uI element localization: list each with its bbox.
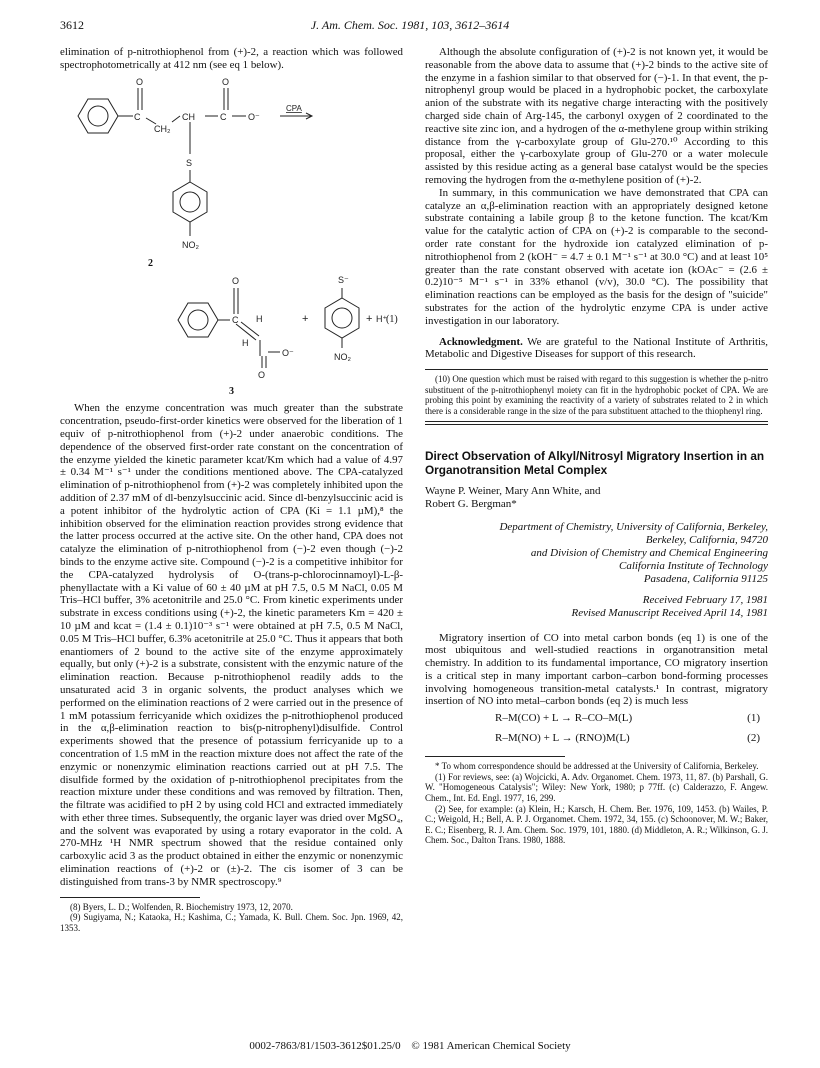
footnote-9: (9) Sugiyama, N.; Kataoka, H.; Kashima, C.; Yamada, K. Bull. Chem. Soc. Jpn. 1969, 42, 1353. (60, 912, 403, 933)
affiliation-line: California Institute of Technology (618, 559, 768, 572)
journal-citation: J. Am. Chem. Soc. 1981, 103, 3612–3614 (310, 18, 510, 32)
equation-1-structures (60, 270, 403, 388)
affiliation-line: Pasadena, California 91125 (643, 572, 768, 585)
carbonyl-oxygen: O (232, 275, 240, 286)
thiolate-sulfur: S⁻ (338, 274, 349, 285)
acknowledgment-label: Acknowledgment. (439, 335, 523, 348)
article-title: Direct Observation of Alkyl/Nitrosyl Migratory Insertion in an Organotransition Metal Complex (425, 448, 765, 477)
footnote-2: (2) See, for example: (a) Klein, H.; Karsch, H. Chem. Ber. 1976, 109, 1453. (b) Wailes, P. C.; Weigold, H.; Bell, A. P. J. Organomet. Chem. 1972, 34, 155. (c) Schoonover, M. W.; Baker, E. C.; Eisenberg, R. J. Am. Chem. Soc. 1979, 101, 1880. (d) Middleton, A. R.; Wilkinson, G. J. Chem. Soc., Dalton Trans. 1980, 1888. (425, 803, 768, 846)
nitro-group: NO₂ (182, 239, 199, 250)
authors-line-2: Robert G. Bergman* (425, 497, 517, 510)
footnote-10: (10) One question which must be raised with regard to this suggestion is whether the p-nitro substituent of the p-nitrothiophenyl moiety can fit in the hydrophobic pocket of CPA. We are probing this point by examining the reactivity of a variety of substrates related to 2 in which there is a considerable range in the size of the para substituent attached to the thiophenyl ring. (425, 374, 768, 416)
authors-line-1: Wayne P. Weiner, Mary Ann White, and (425, 484, 601, 497)
nitro-group-2: NO₂ (334, 351, 351, 362)
acknowledgment-text: We are grateful to the National Institute of Arthritis, Metabolic and Digestive Diseases for support of this research. (425, 335, 768, 361)
compound-number-2: 2 (148, 257, 153, 269)
footnote-rule-article (425, 756, 565, 757)
ch-group: CH (182, 111, 195, 122)
carboxylate-oxygen-2: O⁻ (282, 347, 294, 358)
page-number: 3612 (60, 18, 84, 32)
acid-oxygen: O (258, 369, 266, 380)
compound-2-structure (60, 74, 403, 270)
footnote-rule (60, 897, 200, 898)
left-column (60, 46, 403, 933)
equation-number-1: (1) (386, 313, 398, 325)
equation-1-number: (1) (747, 712, 760, 725)
oxygen-2: O (222, 76, 230, 87)
affiliation-line: Department of Chemistry, University of California, Berkeley, (499, 520, 768, 533)
sulfur-atom: S (186, 157, 193, 168)
equation-1-text: R–M(CO) + L → R–CO–M(L) (495, 712, 633, 725)
ch2-group: CH₂ (154, 123, 171, 134)
page-header (60, 18, 760, 34)
received-date: Received February 17, 1981 (642, 593, 768, 606)
equation-2-text: R–M(NO) + L → (RNO)M(L) (495, 732, 630, 745)
copyright-notice: © 1981 American Chemical Society (411, 1040, 571, 1052)
article-body: Migratory insertion of CO into metal carbon bonds (eq 1) is one of the most ubiquitous and well-studied reactions in organotransition metal chemistry. In addition to its fundamental importance, CO migratory insertion is a critical step in many important carbon–carbon bond-forming processes involving homogeneous transition-metal catalysts.¹ In contrast, migratory insertion of NO into metal–carbon bonds (eq 2) is much less (425, 631, 768, 708)
scheme-compound-2 (60, 74, 403, 270)
received-dates (425, 594, 768, 620)
compound-number-3: 3 (229, 385, 234, 397)
acknowledgment (425, 336, 768, 362)
arrow-label-cpa: CPA (286, 103, 302, 113)
affiliation-line: Berkeley, California, 94720 (645, 533, 768, 546)
footnote-rule-right (425, 369, 768, 370)
scheme-equation-1 (60, 270, 403, 388)
equation-2 (425, 728, 768, 748)
revised-date: Revised Manuscript Received April 14, 1981 (571, 606, 768, 619)
configuration-paragraph: Although the absolute configuration of (+)-2 is not known yet, it would be reasonable from the above data to assume that (+)-2 binds to the active site of the enzyme in a fashion similar to that observed for (−)-1. In that event, the p-nitrophenyl group would be placed in a hydrophobic pocket, the carboxylate anion of the substrate with its negative charge interacting with the positively charged side chain of Arg-145, the carbonyl oxygen of 2 coordinated to the reactive site zinc ion, and a hydrogen of the α-methylene group within striking distance from the γ-carboxylate group of Glu-270.¹⁰ According to this proposal, either the γ-carboxylate group of Glu-270 or a water molecule assisted by this residue acting as a general base catalyst would be the species removing the hydrogen from the α-methylene position of (+)-2. (425, 46, 768, 186)
equation-2-number: (2) (747, 732, 760, 745)
page-footer (0, 1040, 820, 1052)
vinyl-hydrogen-1: H (256, 313, 263, 324)
affiliation-line: and Division of Chemistry and Chemical Engineering (530, 546, 768, 559)
right-column (425, 46, 768, 846)
intro-paragraph: elimination of p-nitrothiophenol from (+)-2, a reaction which was followed spectrophotometrically at 412 nm (see eq 1 below). (60, 46, 403, 71)
footnote-correspondence: * To whom correspondence should be addressed at the University of California, Berkeley. (435, 761, 759, 772)
summary-paragraph: In summary, in this communication we have demonstrated that CPA can catalyze an α,β-elimination reaction with an appropriately designed ketone substrate containing a labile group β to the ketone function. The kcat/Km value for the catalytic action of CPA on (+)-2 is comparable to the second-order rate constant for the hydroxide ion catalyzed elimination of p-nitrothiophenol from 2 (kOH⁻ = 4.7 ± 0.1 M⁻¹ s⁻¹ at 30.0 °C) and at least 10⁵ greater than the rate constant observed with acetate ion (kOAc⁻ = (2.6 ± 0.2)10⁻⁵ M⁻¹ s⁻¹ in 33% ethanol (v/v), 30.0 °C). The possibility that elimination reactions can be employed as the basis for the design of "suicide" substrates for the action of the hydrolytic enzyme CPA is under active investigation in our laboratory. (425, 186, 768, 327)
vinyl-hydrogen-2: H (242, 337, 249, 348)
article-separator (425, 421, 768, 425)
footnote-1: (1) For reviews, see: (a) Wojcicki, A. Adv. Organomet. Chem. 1973, 11, 87. (b) Parshall, G. W. "Homogeneous Catalysis"; Wiley: New York, 1980; p 77ff. (c) Calderazzo, F. Angew. Chem., Int. Ed. Engl. 1977, 16, 299. (425, 771, 768, 804)
affiliations (425, 521, 768, 586)
c1-atom: C (134, 111, 141, 122)
plus-sign-2: + (366, 312, 373, 325)
c2-atom: C (220, 111, 227, 122)
plus-sign-1: + (302, 312, 309, 325)
footnote-8: (8) Byers, L. D.; Wolfenden, R. Biochemistry 1973, 12, 2070. (70, 901, 293, 912)
carbonyl-carbon: C (232, 314, 239, 325)
article-code: 0002-7863/81/1503-3612$01.25/0 (249, 1040, 401, 1052)
kinetics-paragraph: When the enzyme concentration was much greater than the substrate concentration, pseudo-first-order kinetics were observed for the liberation of 1 equiv of p-nitrothiophenol from (+)-2 under anaerobic conditions. The dependence of the observed first-order rate constant on the concentration of the enzyme yielded the kinetic parameter kcat/Km which had a value of 4.97 ± 0.34 M⁻¹ s⁻¹ under the conditions mentioned above. The CPA-catalyzed elimination of p-nitrothiophenol from (+)-2 was completely inhibited upon the addition of 2.37 mM of dl-benzylsuccinic acid. Since dl-benzylsuccinic acid is a potent inhibitor of the hydrolytic action of CPA (Ki = 1.1 µM),⁸ the inhibition observed for the elimination reaction provides strong evidence that the latter process occurred at the active site. On the other hand, CPA does not catalyze the elimination of p-nitrothiophenol from (−)-2 even though (−)-2 binds to the enzyme active site. Compound (−)-2 is a competitive inhibitor for the CPA-catalyzed hydrolysis of O-(trans-p-chlorocinnamoyl)-L-β-phenyllactate with a Ki value of 60 ± 40 µM at pH 7.5, 0.5 M NaCl, 0.05 M Tris–HCl buffer, 3% acetonitrile and 25.0 °C. From kinetic experiments under substrate in excess conditions using (+)-2, the kinetic parameters Km = 420 ± 10 µM and kcat = (1.4 ± 0.1)10⁻³ s⁻¹ were obtained at pH 7.5, 0.5 M NaCl, 0.05 M Tris–HCl buffer, 6.3% acetonitrile at 25.0 °C. Thus it appears that both enantiomers of 2 bound to the active site of the enzyme approximately equally, but only (+)-2 is a substrate, consistent with the enzymic nature of the elimination reaction. Because p-nitrothiophenol readily adds to the unsaturated acid 3 in organic solvents, the product analyses which we performed on the elimination reactions of 2 were carried out in the presence of 1 mM potassium ferricyanide which oxidizes the p-nitrothiophenol produced in the α,β-elimination reaction to bis(p-nitrophenyl)disulfide. Control experiments showed that the presence of potassium ferricyanide up to a concentration of 1.5 mM in the reaction mixture does not affect the rate of the enzymic or nonenzymic elimination reactions carried out at pH 7.5. The disulfide formed by the oxidation of p-nitrothiophenol precipitates from the reaction mixture under these conditions and was removed by filtration. Then, the filtrate was acidified to pH 2 by using cold HCl and extracted immediately with ether three times. Subsequently, the organic layer was dried over MgSO₄, and the solvent was evaporated by using a rotary evaporator in the cold. A 270-MHz ¹H NMR spectrum showed that the residue contained only carboxylic acid 3 as the product obtained in either the enzymic or nonenzymic elimination reactions of (+)-2 or (±)-2. The cis isomer of 3 can be distinguished from trans-3 by NMR spectroscopy.⁹ (60, 402, 403, 888)
article-authors (425, 485, 768, 511)
oxygen-1: O (136, 76, 144, 87)
proton: H⁺ (376, 313, 388, 324)
carboxylate-oxygen: O⁻ (248, 111, 260, 122)
equation-1 (425, 708, 768, 728)
